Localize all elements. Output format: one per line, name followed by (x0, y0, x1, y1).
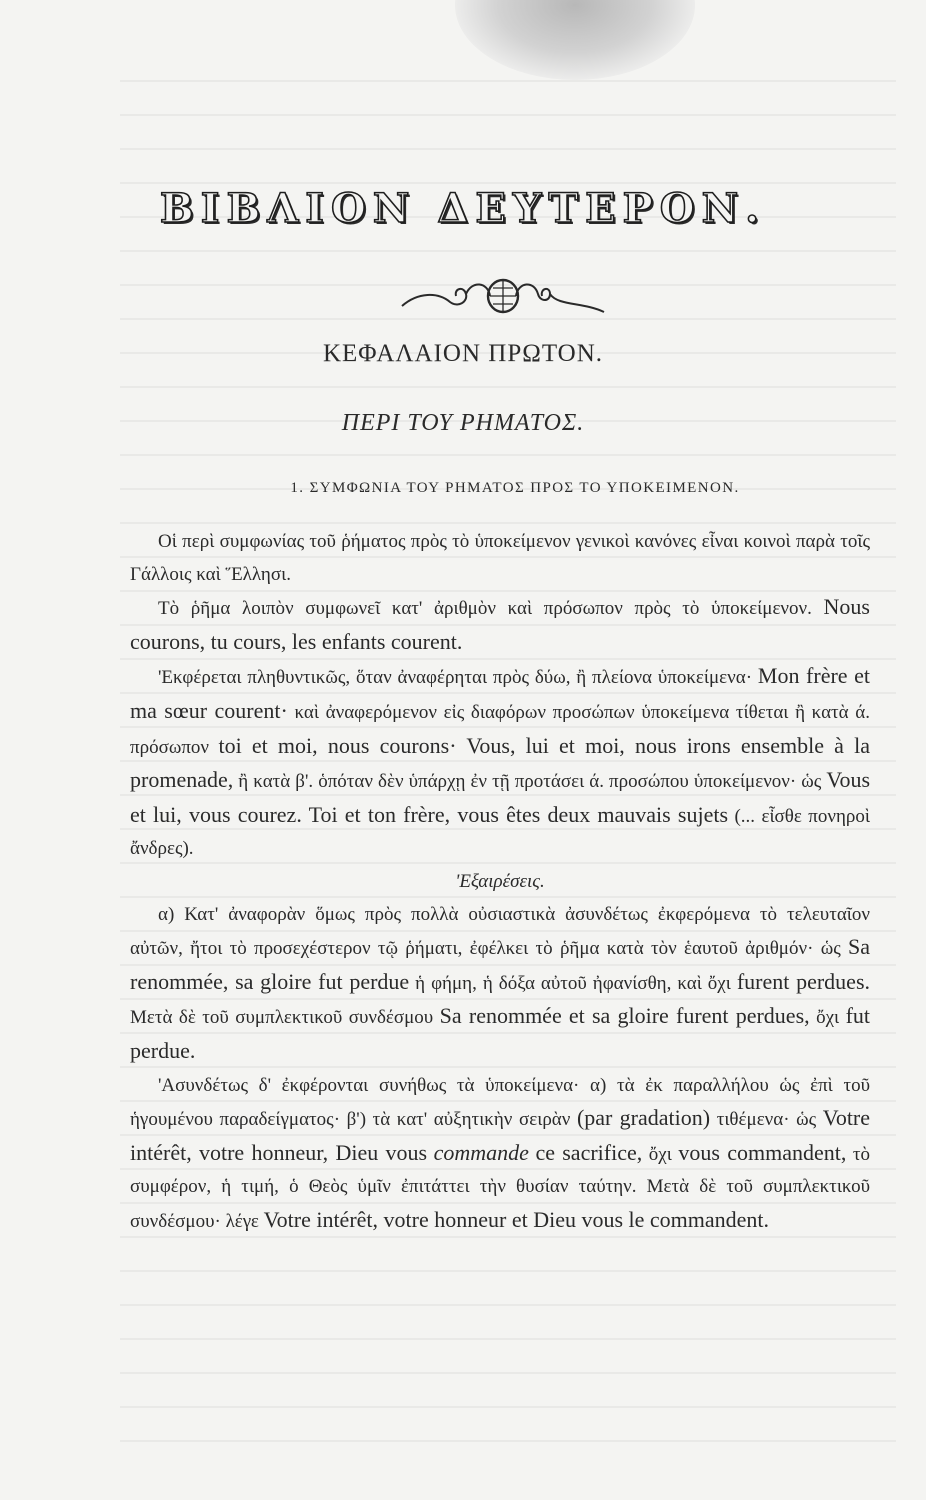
paragraph: Οἱ περὶ συμφωνίας τοῦ ῥήματος πρὸς τὸ ὑποκείμενον γενικοὶ κανόνες εἶναι κοινοὶ παρὰ τοῖς Γάλλοις καὶ Ἕλλησι. (130, 531, 870, 585)
chapter-subject: ΠΕΡΙ ΤΟΥ ΡΗΜΑΤΟΣ. (341, 410, 585, 436)
exceptions-heading: 'Εξαιρέσεις. (455, 870, 545, 892)
body-text (130, 526, 870, 1238)
paragraph: 'Ασυνδέτως δ' ἐκφέρονται συνήθως τὰ ὑποκείμενα· α) τὰ ἐκ παραλλήλου ὡς ἐπὶ τοῦ ἡγουμένου παραδείγματος· β') τὰ κατ' αὐξητικὴν σειρὰν (par gradation) τιθέμενα· ὡς Votre intérêt, votre honneur, Dieu vous commande ce sacrifice, ὄχι vous commandent, τὸ συμφέρον, ἡ τιμή, ὁ Θεὸς ὑμῖν ἐπιτάττει τὴν θυσίαν ταύτην. Μετὰ δὲ τοῦ συμπλεκτικοῦ συνδέσμου· λέγε Votre intérêt, votre honneur et Dieu vous le commandent. (130, 1074, 871, 1232)
paragraph: Τὸ ῥῆμα λοιπὸν συμφωνεῖ κατ' ἀριθμὸν καὶ πρόσωπον πρὸς τὸ ὑποκείμενον. Nous courons, tu cours, les enfants courent. (130, 594, 870, 654)
ornament-flourish-icon (398, 272, 608, 322)
ink-blot (455, 0, 695, 80)
paragraph: α) Κατ' ἀναφορὰν ὅμως πρὸς πολλὰ οὐσιαστικὰ ἀσυνδέτως ἐκφερόμενα τὸ τελευταῖον αὐτῶν, ἤτοι τὸ προσεχέστερον τῷ ῥήματι, ἐφέλκει τὸ ῥῆμα κατὰ τὸν ἑαυτοῦ ἀριθμόν· ὡς Sa renommée, sa gloire fut perdue ἡ φήμη, ἡ δόξα αὐτοῦ ἠφανίσθη, καὶ ὄχι furent perdues. Μετὰ δὲ τοῦ συμπλεκτικοῦ συνδέσμου Sa renommée et sa gloire furent perdues, ὄχι fut perdue. (130, 903, 871, 1063)
chapter-heading: ΚΕΦΑΛΑΙΟΝ ΠΡΩΤΟΝ. (322, 340, 604, 367)
paragraph: 'Εκφέρεται πληθυντικῶς, ὅταν ἀναφέρηται πρὸς δύω, ἢ πλείονα ὑποκείμενα· Mon frère et ma sœur courent· καὶ ἀναφερόμενον εἰς διαφόρων προσώπων ὑποκείμενα τίθεται ἢ κατὰ ά. πρόσωπον toi et moi, nous courons· Vous, lui et moi, nous irons ensemble à la promenade, ἢ κατὰ β'. ὁπόταν δὲν ὑπάρχῃ ἐν τῇ προτάσει ά. προσώπου ὑποκείμενον· ὡς Vous et lui, vous courez. Toi et ton frère, vous êtes deux mauvais sujets (... εἶσθε πονηροὶ ἄνδρες). (130, 663, 871, 860)
section-heading: 1. ΣΥΜΦΩΝΙΑ ΤΟΥ ΡΗΜΑΤΟΣ ΠΡΟΣ ΤΟ ΥΠΟΚΕΙΜΕΝΟΝ. (290, 480, 740, 496)
book-title: ΒΙΒΛΙΟΝ ΔΕΥΤΕΡΟΝ. (159, 185, 767, 232)
